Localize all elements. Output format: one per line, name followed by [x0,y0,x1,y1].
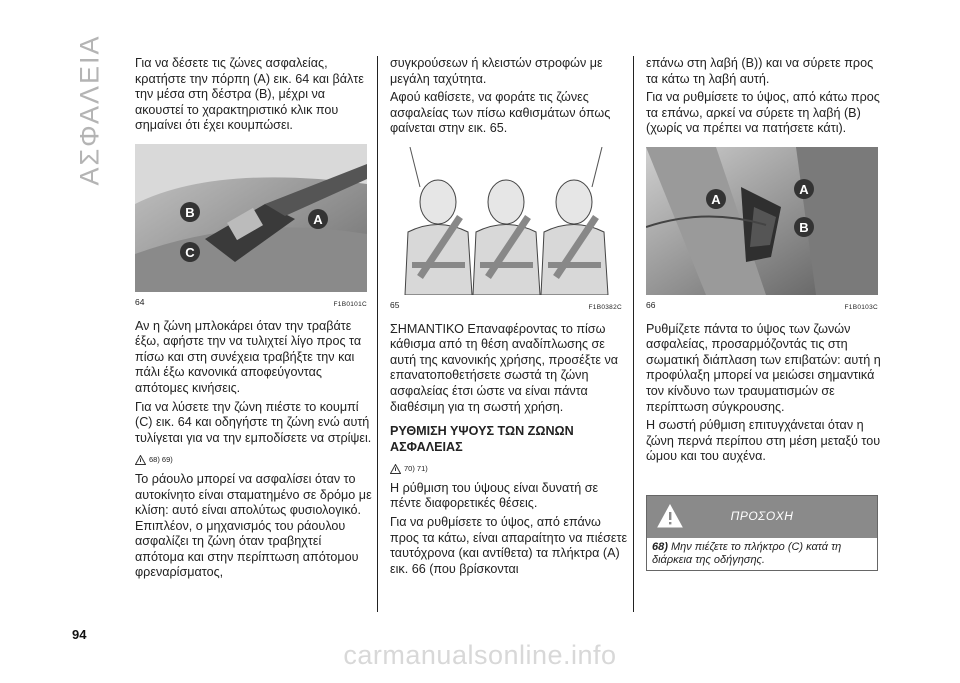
paragraph: Για να δέσετε τις ζώνες ασφαλείας, κρατήστε την πόρπη (Α) εικ. 64 και βάλτε την μέσα στη δέστρα (Β), μέχρι να ακουστεί το χαρακτηριστικό κλικ που σημαίνει ότι έχει κουμπώσει. [135,56,364,133]
paragraph: Το ράουλο μπορεί να ασφαλίσει όταν το αυτοκίνητο είναι σταματημένο σε δρόμο με κλίση: αυτό είναι απολύτως φυσιολογικό. Επιπλέον, ο μηχανισμός του ράουλου ασφαλίζει τη ζώνη όταν τραβηχτεί απότομα και στην περίπτωση απότομου φρεναρίσματος, [135,471,372,580]
figure-number: 66 [646,299,656,310]
figure-code: F1B0103C [844,303,878,311]
column-3 [646,56,884,571]
height-adjuster-photo [646,147,878,295]
paragraph: συγκρούσεων ή κλειστών στροφών με μεγάλη ταχύτητα. [390,56,603,86]
paragraph: Για να ρυθμίσετε το ύψος, από επάνω προς τα κάτω, είναι απαραίτητο να πιέσετε ταυτόχρονα (και αντίθετα) τα πλήκτρα (Α) εικ. 66 (που βρίσκονται [390,514,628,576]
figure-caption [390,298,622,316]
figure-65 [390,147,622,316]
paragraph: επάνω στη λαβή (Β)) και να σύρετε προς τα κάτω τη λαβή αυτή. [646,56,874,86]
paragraph: Για να ρυθμίσετε το ύψος, από κάτω προς τα επάνω, αρκεί να σύρετε τη λαβή (Β) (χωρίς να πρέπει να πατήσετε κάτι). [646,90,880,136]
svg-text:B: B [799,219,809,235]
figure-64 [135,144,367,313]
warning-title: ΠΡΟΣΟΧΗ [730,508,794,523]
figure-number: 65 [390,299,400,310]
figure-caption [646,298,878,316]
rear-seats-illustration [390,147,622,295]
paragraph: Αφού καθίσετε, να φοράτε τις ζώνες ασφαλείας των πίσω καθισμάτων όπως φαίνεται στην εικ. 65. [390,90,611,136]
warning-icon [135,455,146,465]
paragraph: Η ρύθμιση του ύψους είναι δυνατή σε πέντε διαφορετικές θέσεις. [390,480,599,511]
svg-text:B: B [185,204,195,220]
warning-body [647,538,877,570]
column-1 [135,56,373,584]
paragraph: Η σωστή ρύθμιση επιτυγχάνεται όταν η ζώνη περνά περίπου στη μέση μεταξύ του ώμου και του αυχένα. [646,418,881,464]
warning-reference: 70) 71) [390,461,628,477]
figure-number: 64 [135,296,145,307]
watermark: carmanualsonline.info [343,640,617,670]
warning-header [647,496,877,538]
warning-icon [390,464,401,474]
svg-text:A: A [799,181,809,197]
column-2 [390,56,628,580]
svg-text:A: A [313,211,323,227]
warning-number: 68) [652,540,668,553]
paragraph: Αν η ζώνη μπλοκάρει όταν την τραβάτε έξω, αφήστε την να τυλιχτεί λίγο προς τα πίσω και στη συνέχεια τραβήξτε την και πάλι έξω κανονικά αποφεύγοντας απότομες κινήσεις. [135,318,362,395]
figure-caption [135,295,367,313]
warning-reference: 68) 69) [135,452,373,468]
column-divider [377,56,378,612]
paragraph: Ρυθμίζετε πάντα το ύψος των ζωνών ασφαλείας, προσαρμόζοντάς τις στη σωματική διάπλαση των επιβατών: αυτή η προφύλαξη μπορεί να μειώσει σημαντικά τον κίνδυνο των τραυματισμών σε περίπτωση σύγκρουσης. [646,321,881,414]
figure-66 [646,147,878,316]
page-number: 94 [72,627,87,642]
figure-code: F1B0382C [588,303,622,311]
paragraph: Για να λύσετε την ζώνη πιέστε το κουμπί (C) εικ. 64 και οδηγήστε τη ζώνη ενώ αυτή τυλίγεται για να την εμποδίσετε να στρίψει. [135,399,372,445]
section-title: ΑΣΦΑΛΕΙΑ [74,34,105,186]
svg-text:A: A [711,191,721,207]
paragraph: ΣΗΜΑΝΤΙΚΟ Επαναφέροντας το πίσω κάθισμα από τη θέση αναδίπλωσης σε αυτή της κανονικής χρήσης, προσέξτε να επανατοποθετήσετε σωστά τη ζώνη ασφαλείας έτσι ώστε να είναι πάντα διαθέσιμη για τη σωστή χρήση. [390,321,619,414]
svg-text:C: C [185,244,195,260]
warning-text: Μην πιέζετε το πλήκτρο (C) κατά τη διάρκεια της οδήγησης. [652,540,842,566]
buckle-photo [135,144,367,292]
column-divider [633,56,634,612]
section-heading: ΡΥΘΜΙΣΗ ΥΨΟΥΣ ΤΩΝ ΖΩΝΩΝ ΑΣΦΑΛΕΙΑΣ [390,424,574,455]
figure-code: F1B0101C [333,300,367,308]
warning-box [646,495,878,571]
